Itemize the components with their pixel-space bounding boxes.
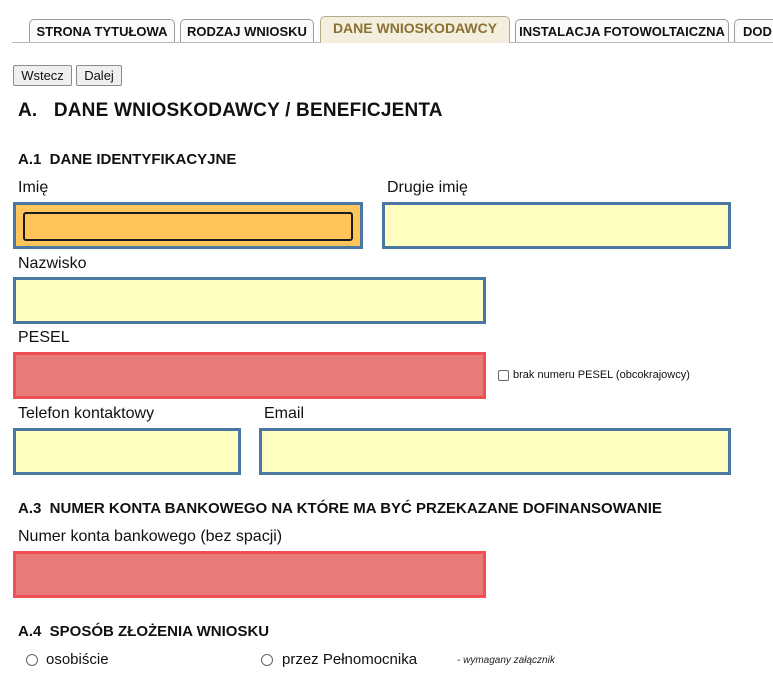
a3-heading: A.3 NUMER KONTA BANKOWEGO NA KTÓRE MA BYĆ PRZEKAZANE DOFINANSOWANIE — [18, 500, 662, 517]
no-pesel-label: brak numeru PESEL (obcokrajowcy) — [513, 369, 690, 381]
first-name-field[interactable] — [13, 202, 363, 249]
tab-strona-tytulowa[interactable]: STRONA TYTUŁOWA — [29, 19, 175, 42]
pesel-field[interactable] — [13, 352, 486, 399]
tab-rodzaj-wniosku[interactable]: RODZAJ WNIOSKU — [180, 19, 314, 42]
phone-label: Telefon kontaktowy — [18, 405, 155, 422]
radio-pelnomocnik[interactable] — [261, 654, 273, 666]
radio-pelnomocnik-label: przez Pełnomocnika — [282, 651, 418, 668]
a4-heading: A.4 SPOSÓB ZŁOŻENIA WNIOSKU — [18, 623, 270, 640]
middle-name-field[interactable] — [382, 202, 731, 249]
no-pesel-checkbox[interactable] — [498, 370, 509, 381]
tab-dane-wnioskodawcy[interactable]: DANE WNIOSKODAWCY — [320, 16, 510, 43]
tab-instalacja-fotowoltaiczna[interactable]: INSTALACJA FOTOWOLTAICZNA — [515, 19, 729, 42]
email-field[interactable] — [259, 428, 731, 475]
section-title: A. DANE WNIOSKODAWCY / BENEFICJENTA — [18, 100, 443, 121]
radio-osobiscie-label: osobiście — [46, 651, 109, 668]
last-name-label: Nazwisko — [18, 255, 87, 272]
next-button[interactable]: Dalej — [76, 65, 122, 86]
middle-name-label: Drugie imię — [387, 179, 468, 196]
first-name-label: Imię — [18, 179, 49, 196]
pesel-label: PESEL — [18, 329, 70, 346]
phone-field[interactable] — [13, 428, 241, 475]
radio-osobiscie[interactable] — [26, 654, 38, 666]
attachment-note: - wymagany załącznik — [457, 655, 555, 666]
tab-bar — [0, 0, 773, 44]
account-label: Numer konta bankowego (bez spacji) — [18, 528, 283, 545]
bank-account-field[interactable] — [13, 551, 486, 598]
a1-heading: A.1 DANE IDENTYFIKACYJNE — [18, 151, 237, 168]
email-label: Email — [264, 405, 305, 422]
first-name-input[interactable] — [23, 212, 353, 241]
back-button[interactable]: Wstecz — [13, 65, 72, 86]
tab-dod[interactable]: DOD — [734, 19, 773, 42]
last-name-field[interactable] — [13, 277, 486, 324]
